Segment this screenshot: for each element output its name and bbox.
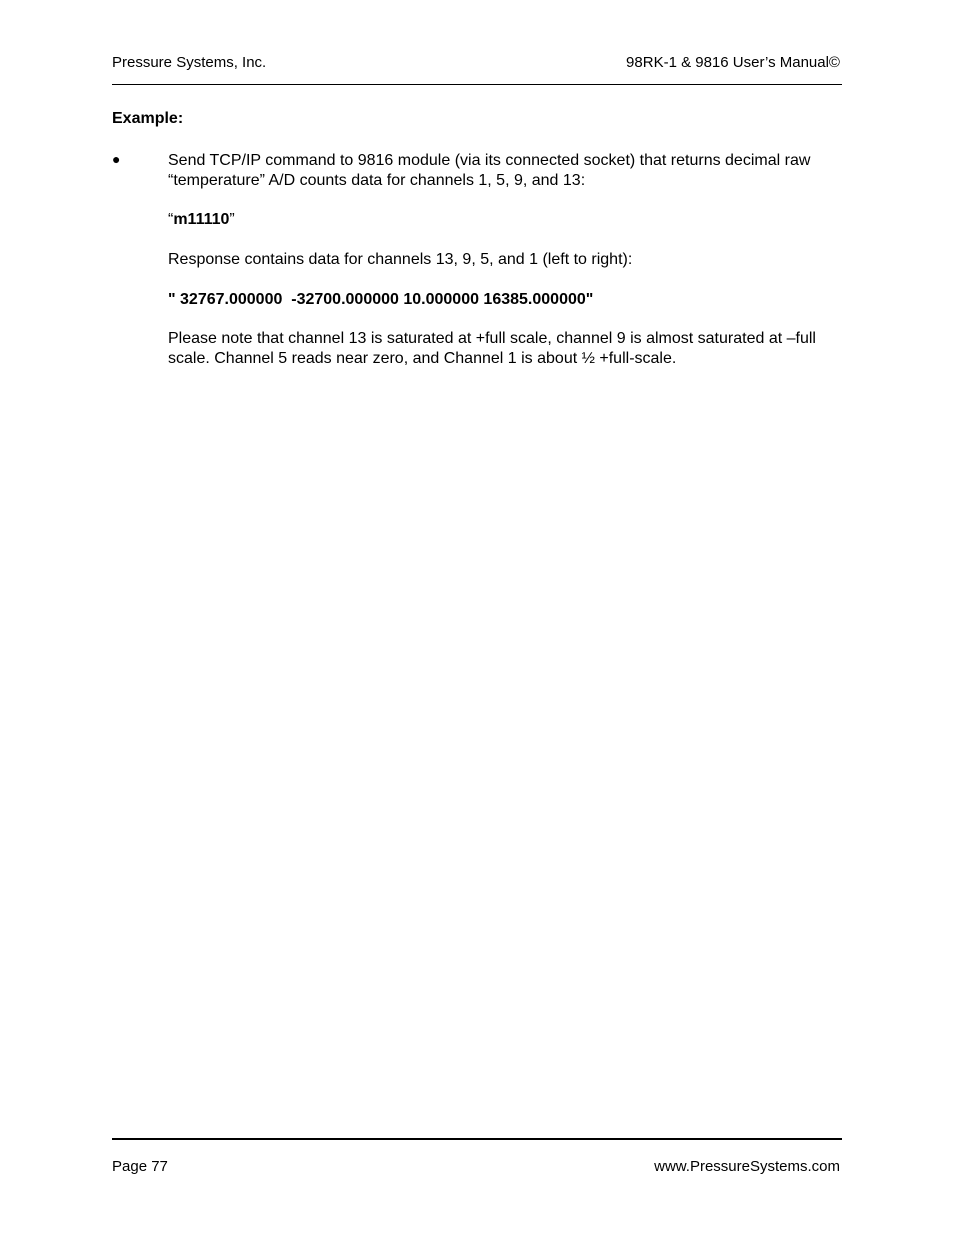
command-text: m11110	[173, 211, 230, 228]
page-header	[112, 54, 840, 76]
bullet-icon: ●	[112, 151, 121, 167]
command-line	[168, 210, 844, 230]
command-open-quote: “	[168, 211, 174, 228]
response-data: " 32767.000000 -32700.000000 10.000000 16385.000000"	[168, 291, 594, 308]
footer-divider	[112, 1138, 842, 1140]
command-close-quote: ”	[229, 211, 235, 228]
response-description: Response contains data for channels 13, 9, 5, and 1 (left to right):	[168, 251, 633, 268]
header-divider	[112, 84, 842, 85]
header-company: Pressure Systems, Inc.	[112, 54, 267, 71]
header-manual-title: 98RK-1 & 9816 User’s Manual©	[626, 54, 840, 71]
page-number: Page 77	[112, 1158, 168, 1175]
instruction-paragraph: Send TCP/IP command to 9816 module (via its connected socket) that returns decimal raw “temperature” A/D counts data for channels 1, 5, 9, and 13:	[168, 152, 811, 189]
example-heading: Example:	[112, 110, 184, 127]
footer-website: www.PressureSystems.com	[654, 1158, 840, 1175]
note-paragraph: Please note that channel 13 is saturated at +full scale, channel 9 is almost saturated at –full scale. Channel 5 reads near zero, and Channel 1 is about ½ +full-scale.	[168, 330, 816, 367]
page-footer	[112, 1158, 840, 1180]
